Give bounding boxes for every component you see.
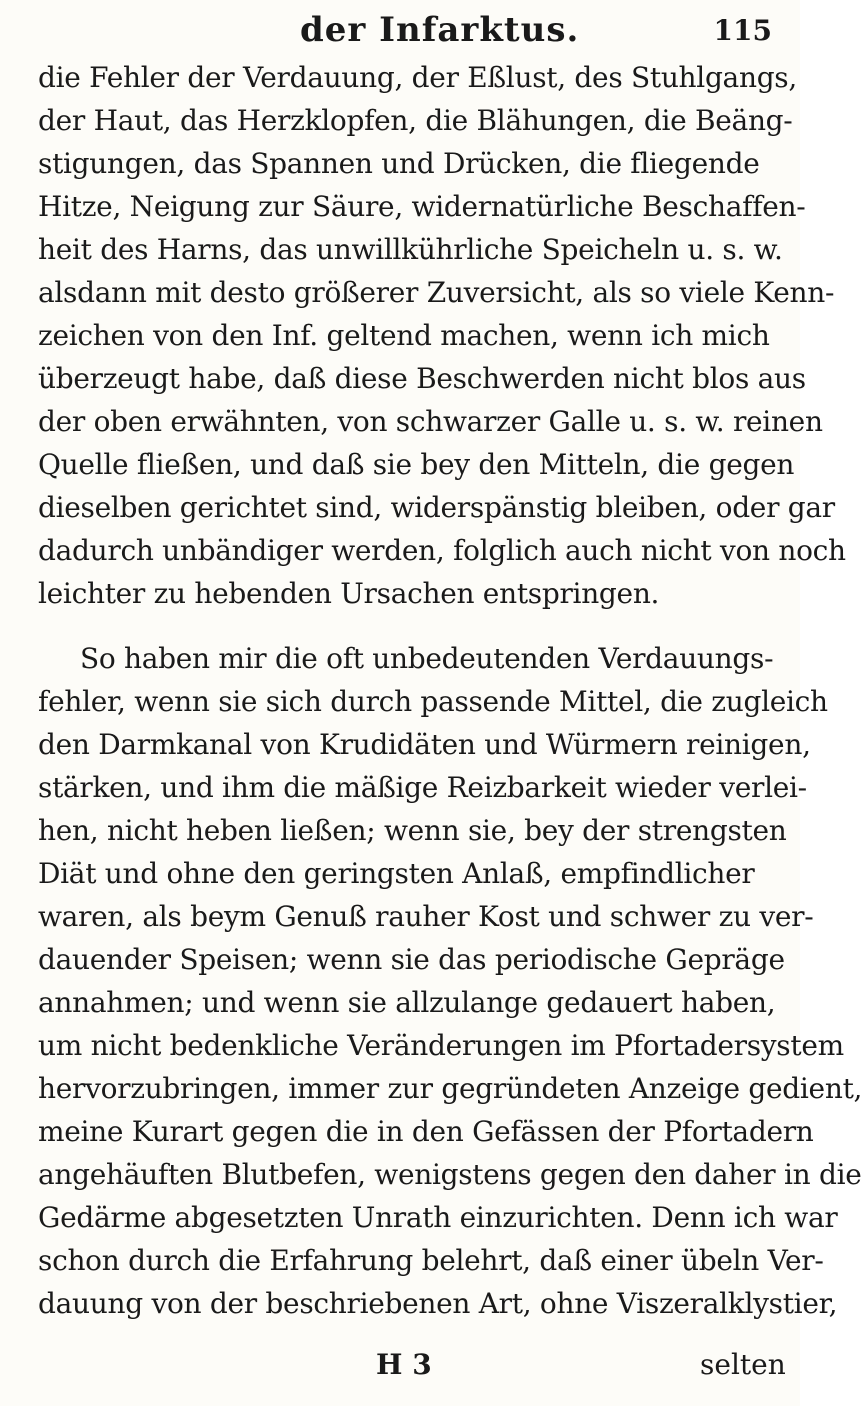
catchword: selten — [700, 1348, 786, 1381]
body-text — [38, 56, 862, 1325]
text-line: dauender Speisen; wenn sie das periodische Gepräge — [38, 943, 785, 976]
text-line: So haben mir die oft unbedeutenden Verdauungs- — [80, 642, 774, 675]
text-line: stärken, und ihm die mäßige Reizbarkeit wieder verlei- — [38, 771, 807, 804]
text-line: Quelle fließen, und daß sie bey den Mitteln, die gegen — [38, 448, 795, 481]
text-line: hen, nicht heben ließen; wenn sie, bey der strengsten — [38, 814, 787, 847]
text-line: annahmen; und wenn sie allzulange gedauert haben, — [38, 986, 776, 1019]
running-head — [0, 10, 800, 50]
paragraph-2 — [38, 637, 862, 1325]
page-footer — [0, 1348, 800, 1388]
text-line: überzeugt habe, daß diese Beschwerden nicht blos aus — [38, 362, 806, 395]
text-line: heit des Harns, das unwillkührliche Speicheln u. s. w. — [38, 233, 783, 266]
text-line: die Fehler der Verdauung, der Eßlust, des Stuhlgangs, — [38, 61, 797, 94]
text-line: Diät und ohne den geringsten Anlaß, empfindlicher — [38, 857, 755, 890]
text-line: angehäuften Blutbefen, wenigstens gegen den daher in die — [38, 1158, 862, 1191]
text-line: schon durch die Erfahrung belehrt, daß einer übeln Ver- — [38, 1244, 824, 1277]
text-line: stigungen, das Spannen und Drücken, die fliegende — [38, 147, 760, 180]
text-line: dieselben gerichtet sind, widerspänstig bleiben, oder gar — [38, 491, 835, 524]
running-title: der Infarktus. — [300, 10, 580, 50]
text-line: meine Kurart gegen die in den Gefässen der Pfortadern — [38, 1115, 814, 1148]
text-line: Gedärme abgesetzten Unrath einzurichten. Denn ich war — [38, 1201, 838, 1234]
text-line: Hitze, Neigung zur Säure, widernatürliche Beschaffen- — [38, 190, 806, 223]
text-line: um nicht bedenkliche Veränderungen im Pfortadersystem — [38, 1029, 844, 1062]
text-line: alsdann mit desto größerer Zuversicht, als so viele Kenn- — [38, 276, 835, 309]
paragraph-gap — [38, 615, 778, 637]
text-line: zeichen von den Inf. geltend machen, wenn ich mich — [38, 319, 770, 352]
text-line: der oben erwähnten, von schwarzer Galle u. s. w. reinen — [38, 405, 823, 438]
text-line: dauung von der beschriebenen Art, ohne Viszeralklystier, — [38, 1287, 838, 1320]
text-line: fehler, wenn sie sich durch passende Mittel, die zugleich — [38, 685, 828, 718]
text-line: waren, als beym Genuß rauher Kost und schwer zu ver- — [38, 900, 814, 933]
text-line: hervorzubringen, immer zur gegründeten Anzeige gedient, — [38, 1072, 862, 1105]
text-line: leichter zu hebenden Ursachen entspringen. — [38, 577, 660, 610]
paragraph-1 — [38, 56, 846, 615]
text-line: dadurch unbändiger werden, folglich auch nicht von noch — [38, 534, 846, 567]
page-number: 115 — [713, 14, 772, 47]
signature-mark: H 3 — [376, 1348, 432, 1381]
text-line: den Darmkanal von Krudidäten und Würmern reinigen, — [38, 728, 811, 761]
text-line: der Haut, das Herzklopfen, die Blähungen, die Beäng- — [38, 104, 793, 137]
